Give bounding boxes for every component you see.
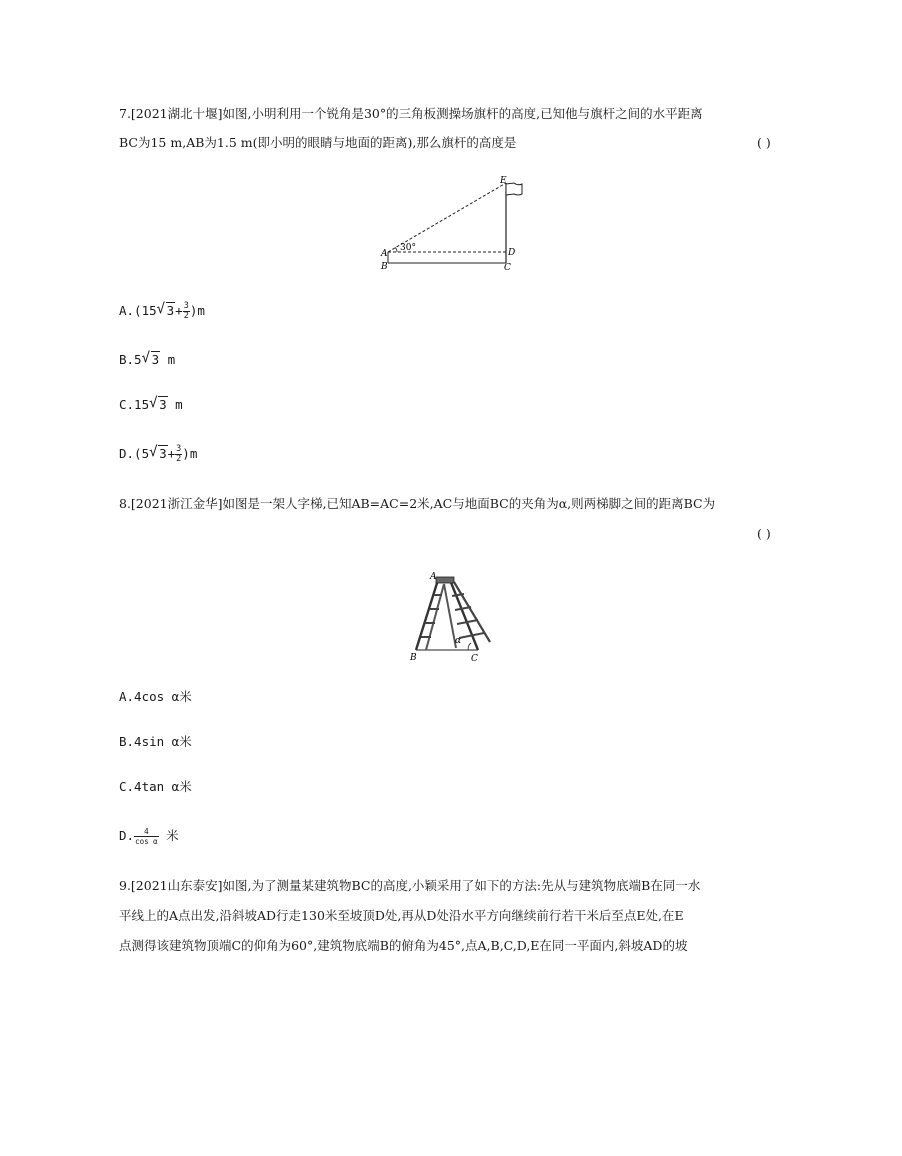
q7-flagpole-figure [372, 172, 532, 276]
q7-option-b-prefix: B.5 [119, 352, 142, 367]
q7-option-a-num: 3 [183, 301, 189, 311]
q7-option-c-prefix: C.15 [119, 397, 150, 412]
q7-text-line2: BC为15 m,AB为1.5 m(即小明的眼睛与地面的距离),那么旗杆的高度是 [119, 135, 517, 150]
q7-option-b-sqrt: √ 3 [141, 350, 160, 367]
q7-option-d-plus: + [167, 446, 176, 461]
q7-option-d-radicand: 3 [159, 446, 167, 461]
q7-option-a-sqrt: √ 3 [156, 301, 175, 318]
q7-label-d: D [508, 248, 516, 258]
q7-answer-paren: ( ) [757, 135, 771, 150]
q7-option-c [119, 395, 183, 415]
q7-option-d-sqrt: √ 3 [149, 444, 167, 461]
q8-option-d-den: cos α [135, 837, 158, 846]
q8-option-c: C.4tan α米 [119, 779, 192, 794]
q7-label-a: A [381, 249, 388, 259]
q8-option-d-fraction [134, 827, 159, 846]
q7-label-e: E [500, 176, 507, 186]
q7-option-d-prefix: D.(5 [119, 446, 150, 461]
q8-option-d-prefix: D. [119, 828, 135, 843]
q7-option-d-suffix: )m [182, 446, 198, 461]
q8-angle-label: α [455, 636, 462, 646]
q8-ladder-figure [404, 568, 504, 666]
q7-option-a-fraction [183, 302, 190, 321]
q7-option-b-suffix: m [160, 352, 176, 367]
q9-text-line2: 平线上的A点出发,沿斜坡AD行走130米至坡顶D处,再从D处沿水平方向继续前行若干米后至点E处,在E [119, 908, 684, 923]
q7-option-a [119, 301, 205, 321]
q8-option-d-suffix: 米 [158, 828, 179, 843]
q7-label-b: B [381, 262, 388, 272]
q7-text-line1: 7.[2021湖北十堰]如图,小明利用一个锐角是30°的三角板测操场旗杆的高度,已知他与旗杆之间的水平距离 [119, 106, 703, 121]
q8-label-b: B [410, 653, 417, 663]
q9-text-line1: 9.[2021山东泰安]如图,为了测量某建筑物BC的高度,小颖采用了如下的方法:先从与建筑物底端B在同一水 [119, 878, 701, 893]
q7-option-d-num: 3 [176, 444, 182, 454]
q7-option-a-radicand: 3 [166, 303, 175, 318]
q8-option-a: A.4cos α米 [119, 689, 192, 704]
q7-option-a-den: 2 [183, 311, 189, 321]
q8-label-c: C [471, 654, 478, 664]
q7-option-c-suffix: m [167, 397, 183, 412]
q8-leg-ab-inner [426, 584, 444, 650]
q7-option-c-sqrt: √ 3 [149, 395, 167, 412]
q8-option-b: B.4sin α米 [119, 734, 192, 749]
q8-answer-paren: ( ) [757, 526, 771, 541]
q7-angle-arc [395, 248, 397, 253]
q7-flag [506, 183, 522, 195]
q7-angle-label: 30° [400, 243, 416, 253]
q7-option-b [119, 350, 175, 370]
q7-option-d [119, 444, 197, 464]
q7-option-b-radicand: 3 [151, 352, 160, 367]
q8-option-d-num: 4 [134, 827, 159, 837]
q8-ladder-top [436, 577, 454, 583]
q7-option-d-den: 2 [176, 454, 182, 464]
q9-text-line3: 点测得该建筑物顶端C的仰角为60°,建筑物底端B的俯角为45°,点A,B,C,D,E在同一平面内,斜坡AD的坡 [119, 938, 688, 953]
q7-label-c: C [504, 263, 511, 273]
q7-option-a-prefix: A.(15 [119, 303, 157, 318]
q8-label-a: A [430, 572, 437, 582]
q8-angle-arc [468, 643, 471, 650]
q8-option-d [119, 826, 179, 846]
q7-option-a-plus: + [175, 303, 183, 318]
q7-segment-ae [388, 183, 506, 252]
q7-option-c-radicand: 3 [159, 397, 167, 412]
q7-option-a-suffix: )m [189, 303, 205, 318]
q8-text-line1: 8.[2021浙江金华]如图是一架人字梯,已知AB=AC=2米,AC与地面BC的夹角为α,则两梯脚之间的距离BC为 [119, 496, 716, 511]
